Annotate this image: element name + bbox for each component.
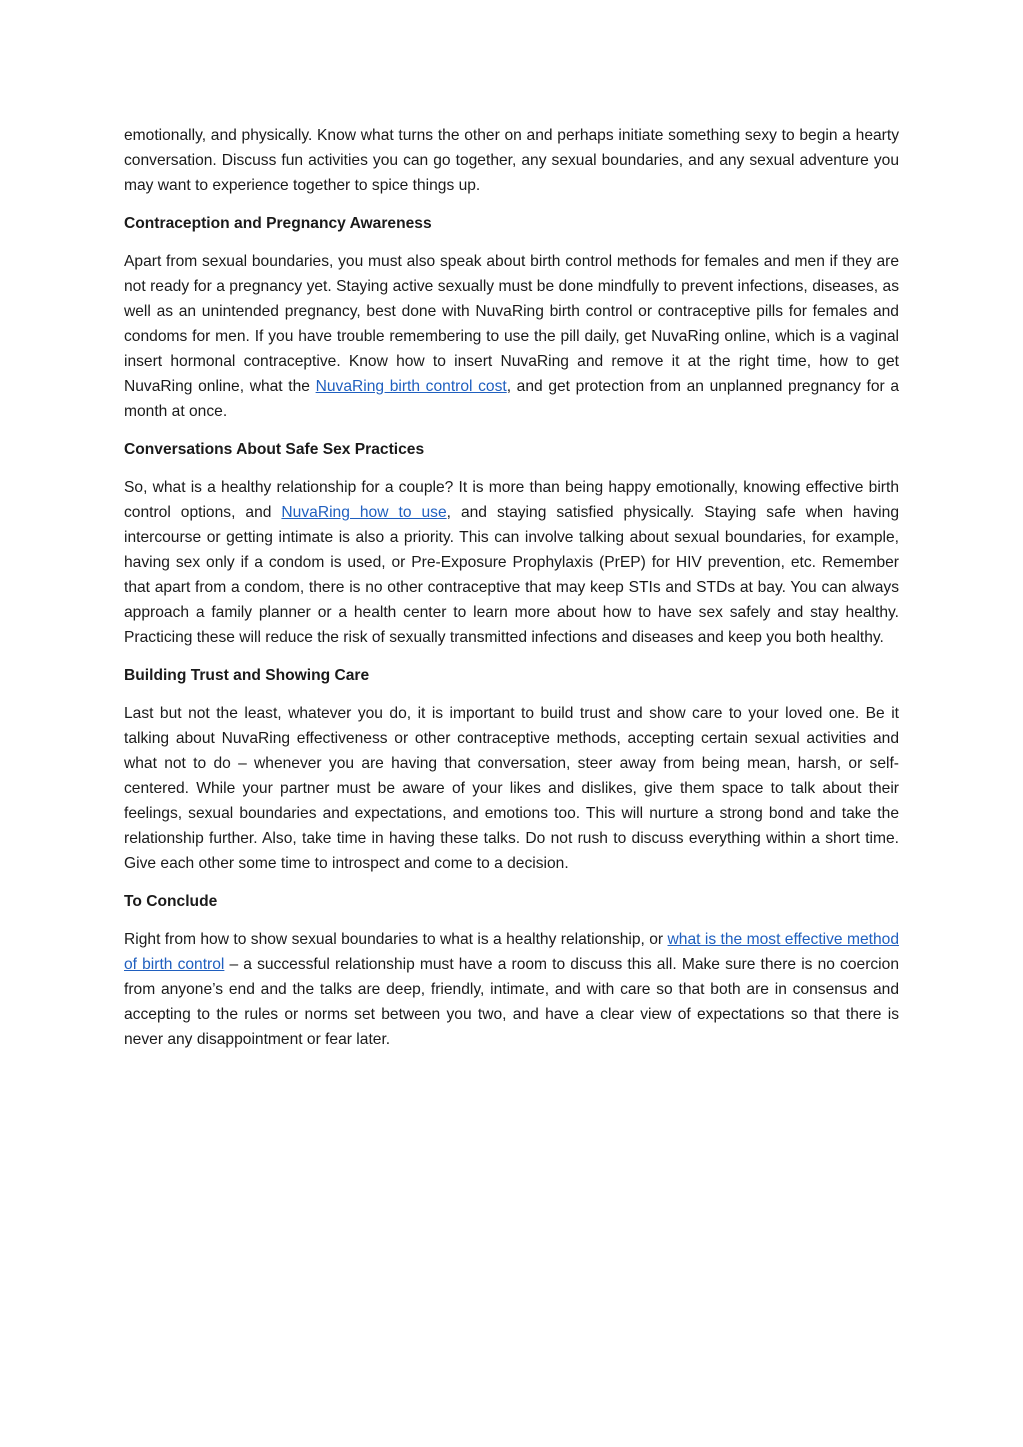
nuvaring-how-to-use-link[interactable]: NuvaRing how to use (281, 504, 447, 521)
heading-safe-sex: Conversations About Safe Sex Practices (124, 441, 425, 458)
heading-contraception: Contraception and Pregnancy Awareness (124, 215, 432, 232)
heading-trust: Building Trust and Showing Care (124, 667, 370, 684)
trust-paragraph: Last but not the least, whatever you do, it is important to build trust and show care to your loved one. Be it talking about NuvaRing effectiveness or other contraceptive methods, accepting certain sexual activities and what not to do – whenever you are having that conversation, steer away from being mean, harsh, or self-centered. While your partner must be aware of your likes and dislikes, give them space to talk about their feelings, sexual boundaries and expectations, and emotions too. This will nurture a strong bond and take the relationship further. Also, take time in having these talks. Do not rush to discuss everything within a short time. Give each other some time to introspect and come to a decision. (124, 705, 899, 872)
intro-paragraph: emotionally, and physically. Know what turns the other on and perhaps initiate something sexy to begin a hearty conversation. Discuss fun activities you can go together, any sexual boundaries, and any sexual adventure you may want to experience together to spice things up. (124, 127, 899, 194)
contraception-text-1: Apart from sexual boundaries, you must also speak about birth control methods for females and men if they are not ready for a pregnancy yet. Staying active sexually must be done mindfully to prevent infections, diseases, as well as an unintended pregnancy, best done with NuvaRing birth control or contraceptive pills for females and condoms for men. If you have trouble remembering to use the pill daily, get NuvaRing online, which is a vaginal insert hormonal contraceptive. Know how to insert NuvaRing and remove it at the right time, how to get NuvaRing online, what the (124, 253, 899, 395)
safe-sex-paragraph (124, 475, 899, 650)
document-page (124, 123, 899, 1065)
conclude-text-2: – a successful relationship must have a room to discuss this all. Make sure there is no coercion from anyone’s end and the talks are deep, friendly, intimate, and with care so that both are in consensus and accepting to the rules or norms set between you two, and have a clear view of expectations so that there is never any disappointment or fear later. (124, 956, 899, 1048)
conclude-text-1: Right from how to show sexual boundaries to what is a healthy relationship, or (124, 931, 668, 948)
nuvaring-cost-link[interactable]: NuvaRing birth control cost (315, 378, 507, 395)
contraception-text-2: , and get protection from an unplanned pregnancy for a month at once. (124, 378, 900, 420)
conclude-paragraph (124, 927, 899, 1052)
most-effective-method-link[interactable]: what is the most effective method of birth control (124, 931, 899, 973)
safe-sex-text-2: , and staying satisfied physically. Staying safe when having intercourse or getting intimate is also a priority. This can involve talking about sexual boundaries, for example, having sex only if a condom is used, or Pre-Exposure Prophylaxis (PrEP) for HIV prevention, etc. Remember that apart from a condom, there is no other contraceptive that may keep STIs and STDs at bay. You can always approach a family planner or a health center to learn more about how to have sex safely and stay healthy. Practicing these will reduce the risk of sexually transmitted infections and diseases and keep you both healthy. (124, 504, 899, 646)
safe-sex-text-1: So, what is a healthy relationship for a couple? It is more than being happy emotionally, knowing effective birth control options, and (124, 479, 899, 521)
heading-conclude: To Conclude (124, 893, 218, 910)
contraception-paragraph (124, 249, 899, 424)
